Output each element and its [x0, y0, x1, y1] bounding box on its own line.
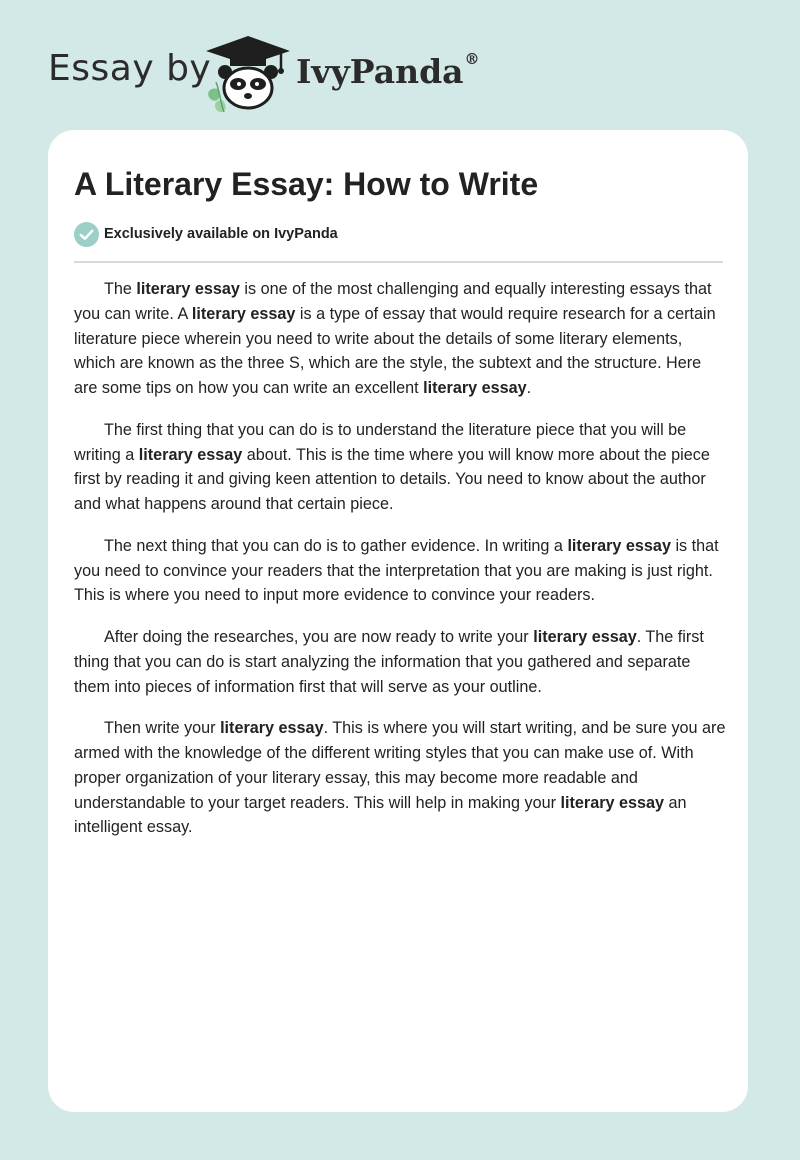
essay-body	[74, 277, 726, 857]
paragraph-text: .	[526, 379, 532, 398]
paragraph-text: Then write your	[104, 719, 221, 738]
essay-by-label: Essay by	[48, 48, 212, 89]
badge-label: Exclusively available on IvyPanda	[104, 226, 338, 242]
paragraph-text: an intelligent essay.	[74, 793, 687, 837]
keyword-text: literary essay	[423, 379, 527, 398]
keyword-text: literary essay	[533, 627, 637, 646]
paragraph-text: After doing the researches, you are now ready to write your	[104, 627, 534, 646]
paragraph-text: The next thing that you can do is to gather evidence. In writing a	[104, 536, 568, 555]
paragraph-text: The	[104, 280, 137, 298]
brand-name: IvyPanda®	[296, 50, 480, 91]
essay-paragraph	[74, 625, 726, 699]
keyword-text: literary essay	[191, 304, 296, 323]
essay-paragraph	[74, 277, 726, 401]
paragraph-text: . This is where you will start writing, and be sure you are armed with the knowledge of the different writing styles that you can make use of. With proper organization of your literary essay, this may become more readable and understandable to your target readers. This will help in making your	[74, 719, 726, 812]
paragraph-text: is a type of essay that would require research for a certain literature piece wherein you need to write about the details of some literary elements, which are known as the three S, which are the style, the subtext and the structure. Here are some tips on how you can write an excellent	[74, 304, 716, 398]
check-circle-icon	[74, 222, 99, 247]
keyword-text: literary essay	[220, 719, 324, 738]
keyword-text: literary essay	[567, 536, 671, 555]
keyword-text: literary essay	[136, 280, 240, 298]
essay-paragraph	[74, 418, 726, 517]
paragraph-text: about. This is the time where you will know more about the piece first by reading it and giving keen attention to details. You need to know about the author and what happens around that certain piece.	[74, 445, 710, 514]
paragraph-text: . The first thing that you can do is start analyzing the information that you gathered and separate them into pieces of information first that will serve as your outline.	[74, 627, 704, 696]
paragraph-text: is one of the most challenging and equally interesting essays that you can write. A	[74, 280, 712, 323]
paragraph-text: The first thing that you can do is to understand the literature piece that you will be writing a	[74, 420, 687, 464]
registered-mark: ®	[464, 50, 480, 68]
ivypanda-graduate-panda-icon	[198, 34, 298, 114]
essay-card	[48, 130, 748, 1112]
keyword-text: literary essay	[138, 445, 243, 464]
essay-paragraph	[74, 716, 726, 840]
paragraph-text: is that you need to convince your readers that the interpretation that you are making is just right. This is where you need to input more evidence to convince your readers.	[74, 536, 719, 605]
keyword-text: literary essay	[560, 793, 665, 812]
essay-title: A Literary Essay: How to Write	[74, 166, 539, 202]
essay-paragraph	[74, 534, 726, 608]
site-header	[48, 34, 508, 114]
divider	[74, 261, 723, 263]
exclusive-badge	[74, 221, 338, 247]
